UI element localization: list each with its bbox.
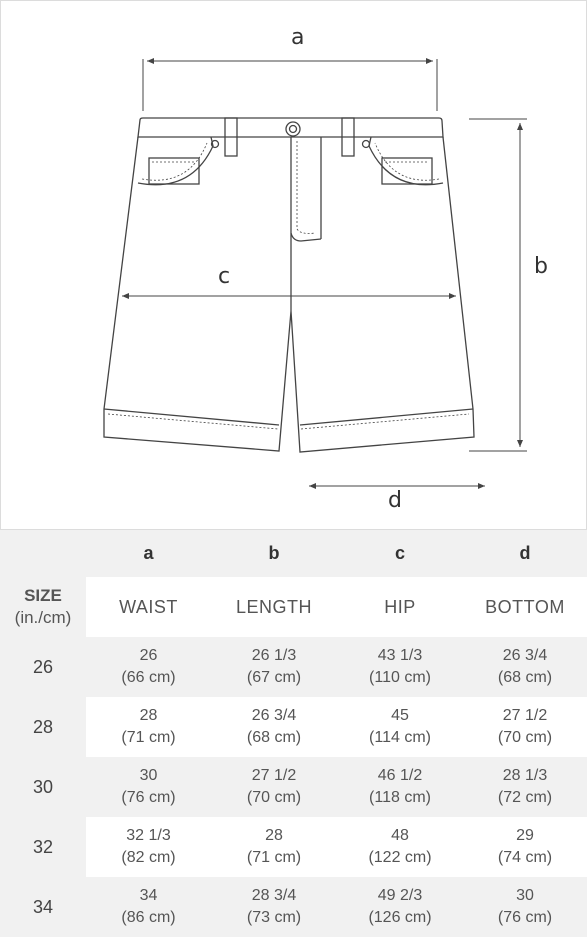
cm-value: (86 cm) bbox=[121, 909, 176, 926]
inch-value: 26 bbox=[139, 647, 158, 664]
table-cell bbox=[211, 757, 337, 817]
letter-header-row bbox=[0, 530, 587, 577]
table-row bbox=[0, 817, 587, 877]
cm-value: (118 cm) bbox=[369, 789, 431, 806]
size-value: 28 bbox=[0, 697, 86, 757]
measure-name-bottom: BOTTOM bbox=[463, 577, 587, 637]
table-cell bbox=[337, 757, 463, 817]
table-row bbox=[0, 877, 587, 937]
header-letter-c: c bbox=[337, 530, 463, 577]
corner-cell bbox=[0, 530, 86, 577]
table-cell bbox=[337, 697, 463, 757]
dimension-label-d: d bbox=[388, 488, 402, 513]
inch-value: 26 1/3 bbox=[251, 647, 297, 664]
cm-value: (122 cm) bbox=[368, 849, 432, 866]
table-cell bbox=[463, 817, 587, 877]
cm-value: (71 cm) bbox=[246, 849, 302, 866]
header-letter-b: b bbox=[211, 530, 337, 577]
cm-value: (82 cm) bbox=[121, 849, 176, 866]
table-cell bbox=[337, 637, 463, 697]
size-value: 32 bbox=[0, 817, 86, 877]
cm-value: (67 cm) bbox=[246, 669, 302, 686]
table-row bbox=[0, 697, 587, 757]
table-cell bbox=[211, 697, 337, 757]
table-cell bbox=[463, 877, 587, 937]
inch-value: 34 bbox=[139, 887, 158, 904]
cm-value: (70 cm) bbox=[497, 729, 553, 746]
cm-value: (126 cm) bbox=[368, 909, 432, 926]
table-cell bbox=[211, 637, 337, 697]
inch-value: 30 bbox=[516, 887, 534, 904]
cm-value: (72 cm) bbox=[497, 789, 553, 806]
cm-value: (70 cm) bbox=[246, 789, 302, 806]
cm-value: (76 cm) bbox=[497, 909, 553, 926]
inch-value: 48 bbox=[391, 827, 409, 844]
measure-name-length: LENGTH bbox=[211, 577, 337, 637]
table-cell bbox=[86, 817, 211, 877]
size-unit-header bbox=[0, 577, 86, 637]
table-cell bbox=[463, 697, 587, 757]
dimension-label-c: c bbox=[218, 264, 231, 289]
table-cell bbox=[86, 637, 211, 697]
inch-value: 26 3/4 bbox=[502, 647, 548, 664]
inch-value: 43 1/3 bbox=[377, 647, 423, 664]
size-value: 30 bbox=[0, 757, 86, 817]
table-cell bbox=[86, 877, 211, 937]
cm-value: (68 cm) bbox=[246, 729, 302, 746]
inch-value: 26 3/4 bbox=[251, 707, 297, 724]
cm-value: (71 cm) bbox=[121, 729, 176, 746]
dimension-label-b: b bbox=[534, 254, 548, 279]
dimension-lines bbox=[122, 59, 527, 486]
inch-value: 49 2/3 bbox=[377, 887, 423, 904]
table-cell bbox=[337, 877, 463, 937]
header-letter-a: a bbox=[86, 530, 211, 577]
inch-value: 29 bbox=[516, 827, 534, 844]
table-cell bbox=[86, 697, 211, 757]
table-cell bbox=[211, 817, 337, 877]
cm-value: (74 cm) bbox=[497, 849, 553, 866]
table-row bbox=[0, 637, 587, 697]
inch-value: 28 3/4 bbox=[251, 887, 297, 904]
shorts-illustration bbox=[1, 1, 587, 531]
cm-value: (73 cm) bbox=[246, 909, 302, 926]
table-cell bbox=[211, 877, 337, 937]
size-value: 34 bbox=[0, 877, 86, 937]
inch-value: 46 1/2 bbox=[377, 767, 423, 784]
inch-value: 32 1/3 bbox=[126, 827, 171, 844]
size-value: 26 bbox=[0, 637, 86, 697]
measure-name-waist: WAIST bbox=[86, 577, 211, 637]
dimension-label-a: a bbox=[291, 25, 305, 50]
cm-value: (66 cm) bbox=[121, 669, 176, 686]
inch-value: 30 bbox=[139, 767, 158, 784]
shorts-outline bbox=[104, 118, 474, 452]
measure-name-hip: HIP bbox=[337, 577, 463, 637]
cm-value: (68 cm) bbox=[497, 669, 553, 686]
header-letter-d: d bbox=[463, 530, 587, 577]
inch-value: 27 1/2 bbox=[251, 767, 297, 784]
size-label: SIZE bbox=[24, 586, 62, 605]
inch-value: 28 bbox=[265, 827, 283, 844]
table-cell bbox=[463, 637, 587, 697]
inch-value: 27 1/2 bbox=[502, 707, 548, 724]
size-table bbox=[0, 530, 587, 937]
cm-value: (114 cm) bbox=[369, 729, 431, 746]
measure-name-row bbox=[0, 577, 587, 637]
table-cell bbox=[86, 757, 211, 817]
table-cell bbox=[463, 757, 587, 817]
cm-value: (110 cm) bbox=[369, 669, 431, 686]
table-row bbox=[0, 757, 587, 817]
cm-value: (76 cm) bbox=[121, 789, 176, 806]
table-cell bbox=[337, 817, 463, 877]
size-unit: (in./cm) bbox=[14, 608, 72, 627]
inch-value: 45 bbox=[391, 707, 409, 724]
inch-value: 28 1/3 bbox=[502, 767, 548, 784]
inch-value: 28 bbox=[139, 707, 158, 724]
